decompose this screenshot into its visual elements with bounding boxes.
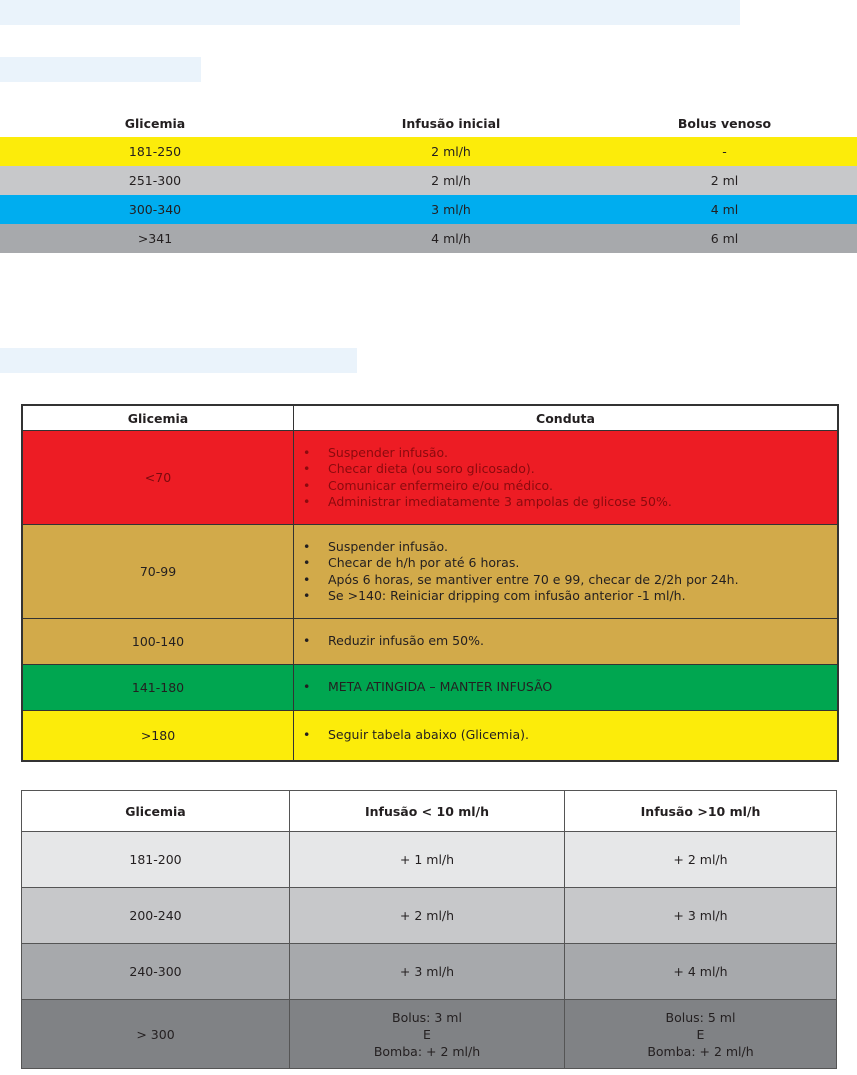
glicemia-cell: 181-250 [128, 144, 182, 159]
table-header-row [23, 406, 838, 431]
infusao-baixa-cell [290, 1000, 565, 1069]
infusao-alta-cell: + 4 ml/h [565, 944, 837, 1000]
table-row [22, 1000, 837, 1069]
table-row [22, 944, 837, 1000]
bolus-line: Bolus: 5 ml [665, 1009, 736, 1025]
section-heading-placeholder-2 [0, 348, 357, 373]
infusao-alta-cell: + 3 ml/h [565, 888, 837, 944]
glicemia-cell: 70-99 [23, 525, 294, 619]
glicemia-cell: 181-200 [22, 832, 290, 888]
table-row [23, 525, 838, 619]
glicemia-cell: > 300 [22, 1000, 290, 1069]
conduta-cell [294, 665, 838, 711]
pump-line: Bomba: + 2 ml/h [373, 1043, 481, 1059]
bolus-cell: - [722, 144, 727, 159]
section-heading-placeholder-1 [0, 57, 201, 82]
conduta-item: • Reduzir infusão em 50%. [328, 633, 837, 650]
infusao-alta-cell: + 2 ml/h [565, 832, 837, 888]
header-conduta: Conduta [294, 406, 838, 431]
conduta-item: • META ATINGIDA – MANTER INFUSÃO [328, 679, 837, 696]
infusao-baixa-cell: + 3 ml/h [290, 944, 565, 1000]
glicemia-cell: 200-240 [22, 888, 290, 944]
adjustment-table [21, 790, 837, 1069]
conjunction-line: E [696, 1026, 705, 1042]
table-row [22, 832, 837, 888]
conduta-cell [294, 431, 838, 525]
conduct-table [21, 404, 839, 762]
conjunction-line: E [423, 1026, 431, 1042]
infusao-alta-cell [565, 1000, 837, 1069]
header-glicemia: Glicemia [22, 791, 290, 832]
table-row [0, 166, 857, 195]
table-row [0, 137, 857, 166]
table-row [22, 888, 837, 944]
initial-infusion-table [0, 110, 857, 253]
conduta-item: • Se >140: Reiniciar dripping com infusão anterior -1 ml/h. [328, 588, 837, 605]
header-glicemia: Glicemia [23, 406, 294, 431]
conduta-item: • Suspender infusão. [328, 445, 837, 462]
infusao-cell: 4 ml/h [431, 231, 471, 246]
table-row [23, 665, 838, 711]
table-row [23, 711, 838, 761]
conduta-item: • Comunicar enfermeiro e/ou médico. [328, 478, 837, 495]
conduta-item: • Checar de h/h por até 6 horas. [328, 555, 837, 572]
infusao-cell: 2 ml/h [431, 173, 471, 188]
table-header-row [22, 791, 837, 832]
header-infusao-alta: Infusão >10 ml/h [565, 791, 837, 832]
pump-line: Bomba: + 2 ml/h [647, 1043, 754, 1059]
infusao-baixa-cell: + 2 ml/h [290, 888, 565, 944]
infusao-baixa-cell: + 1 ml/h [290, 832, 565, 888]
header-infusao-inicial: Infusão inicial [401, 116, 501, 131]
title-placeholder-bar [0, 0, 740, 25]
glicemia-cell: 240-300 [22, 944, 290, 1000]
infusao-cell: 3 ml/h [431, 202, 471, 217]
glicemia-cell: 100-140 [23, 619, 294, 665]
header-infusao-baixa: Infusão < 10 ml/h [290, 791, 565, 832]
glicemia-cell: >180 [23, 711, 294, 761]
glicemia-cell: <70 [23, 431, 294, 525]
conduta-item: • Após 6 horas, se mantiver entre 70 e 99, checar de 2/2h por 24h. [328, 572, 837, 589]
table-row [23, 431, 838, 525]
header-bolus-venoso: Bolus venoso [677, 116, 772, 131]
conduta-item: • Administrar imediatamente 3 ampolas de glicose 50%. [328, 494, 837, 511]
bolus-cell: 6 ml [710, 231, 739, 246]
table-header-row [0, 110, 857, 137]
infusao-cell: 2 ml/h [431, 144, 471, 159]
conduta-cell [294, 619, 838, 665]
conduta-item: • Suspender infusão. [328, 539, 837, 556]
conduta-item: • Checar dieta (ou soro glicosado). [328, 461, 837, 478]
glicemia-cell: 251-300 [128, 173, 182, 188]
glicemia-cell: 300-340 [128, 202, 182, 217]
header-glicemia: Glicemia [124, 116, 186, 131]
bolus-cell: 4 ml [710, 202, 739, 217]
bolus-cell: 2 ml [710, 173, 739, 188]
table-row [23, 619, 838, 665]
bolus-line: Bolus: 3 ml [392, 1009, 462, 1025]
glicemia-cell: 141-180 [23, 665, 294, 711]
table-row [0, 195, 857, 224]
conduta-cell [294, 711, 838, 761]
conduta-cell [294, 525, 838, 619]
table-row [0, 224, 857, 253]
conduta-item: • Seguir tabela abaixo (Glicemia). [328, 727, 837, 744]
glicemia-cell: >341 [137, 231, 173, 246]
